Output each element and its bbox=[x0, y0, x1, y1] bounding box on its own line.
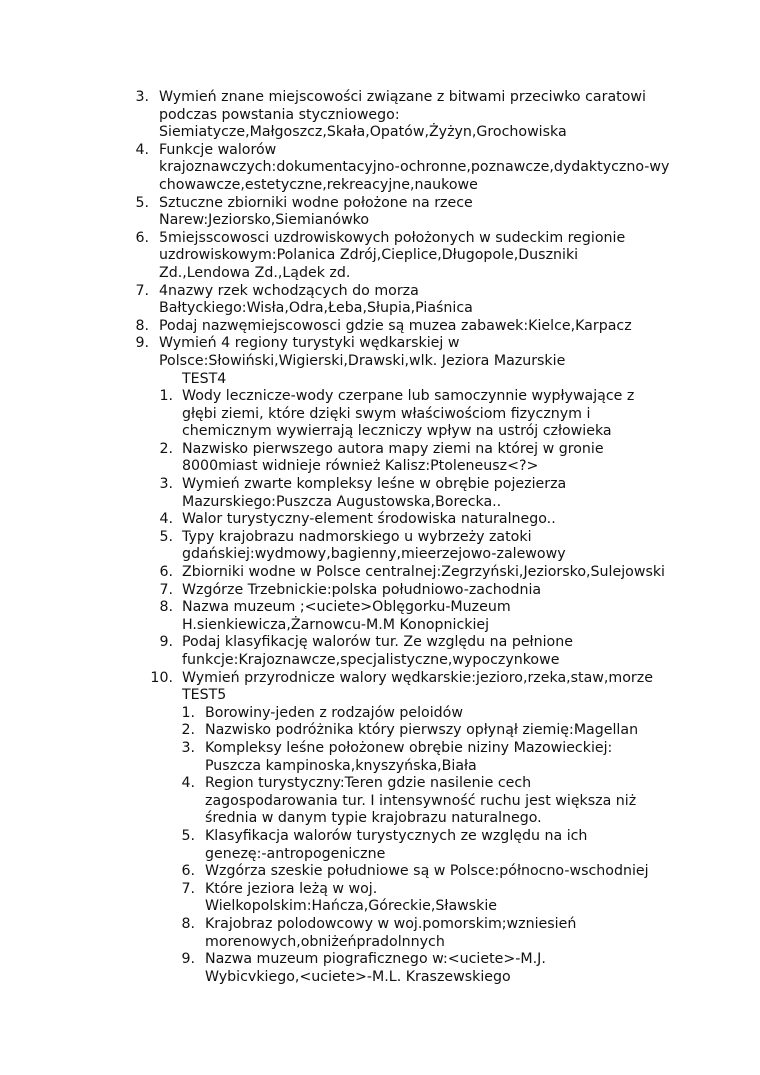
test4-list-item-text-line: chemicznym wywierrają leczniczy wpływ na ustrój człowieka bbox=[182, 423, 612, 440]
document-content bbox=[0, 89, 760, 986]
test4-list-item-text-line: H.sienkiewicza,Żarnowcu-M.M Konopnickiej bbox=[182, 616, 490, 633]
test5-list-item-text-line: zagospodarowania tur. I intensywność ruchu jest większa niż bbox=[205, 792, 637, 809]
test4-block bbox=[0, 371, 760, 987]
test4-list-item-text-line: Wymień zwarte kompleksy leśne w obrębie pojezierza bbox=[182, 476, 567, 493]
main-list-item-text-line: chowawcze,estetyczne,rekreacyjne,naukowe bbox=[159, 176, 478, 193]
test4-list-item-number: 1. bbox=[159, 388, 173, 405]
main-list-item-text-line: Narew:Jeziorsko,Siemianówko bbox=[159, 212, 370, 229]
test5-list-item-number: 8. bbox=[181, 915, 195, 932]
main-list-item bbox=[0, 195, 760, 230]
main-list-item bbox=[0, 230, 760, 283]
test4-list-item-text-line: głębi ziemi, które dzięki swym właściwościom fizycznym i bbox=[182, 405, 591, 422]
main-list-item-text-line: Zd.,Lendowa Zd.,Lądek zd. bbox=[159, 264, 351, 281]
test5-list-item bbox=[0, 881, 760, 916]
main-list-item bbox=[0, 335, 760, 370]
main-list-item-text-line: Wymień znane miejscowości związane z bitwami przeciwko caratowi bbox=[159, 89, 646, 105]
test4-list-item-number: 8. bbox=[159, 599, 173, 616]
test4-list-item-text-line: Typy krajobrazu nadmorskiego u wybrzeży zatoki bbox=[182, 528, 532, 545]
test5-list-item bbox=[0, 916, 760, 951]
numbered-list-test5 bbox=[0, 705, 760, 987]
main-list-item-text-line: 4nazwy rzek wchodzących do morza bbox=[159, 282, 419, 299]
test5-list-item-number: 5. bbox=[181, 827, 195, 844]
test5-list-item bbox=[0, 740, 760, 775]
test5-list-item-text-line: Puszcza kampinoska,knyszyńska,Biała bbox=[205, 757, 477, 774]
main-list-item-text-line: podczas powstania styczniowego: bbox=[159, 106, 400, 123]
test5-list-item-text-line: Nazwisko podróżnika który pierwszy opłynął ziemię:Magellan bbox=[205, 722, 639, 739]
test5-list-item-number: 6. bbox=[181, 863, 195, 880]
test5-list-item bbox=[0, 775, 760, 828]
test4-list-item-number: 2. bbox=[159, 440, 173, 457]
test5-list-item-text-line: Klasyfikacja walorów turystycznych ze względu na ich bbox=[205, 827, 588, 844]
test4-list-item bbox=[0, 511, 760, 529]
test4-list-item-number: 7. bbox=[159, 581, 173, 598]
test4-list-item-text-line: funkcje:Krajoznawcze,specjalistyczne,wypoczynkowe bbox=[182, 652, 560, 668]
test4-list-item-number: 3. bbox=[159, 476, 173, 493]
main-list-item-text-line: uzdrowiskowym:Polanica Zdrój,Cieplice,Długopole,Duszniki bbox=[159, 247, 579, 264]
main-list-item-text-line: Bałtyckiego:Wisła,Odra,Łeba,Słupia,Piaśnica bbox=[159, 300, 473, 317]
test4-list-item-text-line: Mazurskiego:Puszcza Augustowska,Borecka.. bbox=[182, 493, 502, 510]
test4-list-item bbox=[0, 670, 760, 688]
test4-list-item-text-line: Walor turystyczny-element środowiska naturalnego.. bbox=[182, 511, 556, 528]
main-list-item-text-line: Polsce:Słowiński,Wigierski,Drawski,wlk. Jeziora Mazurskie bbox=[159, 352, 566, 369]
main-list-item-number: 9. bbox=[135, 335, 149, 352]
test4-list-item-text-line: gdańskiej:wydmowy,bagienny,mieerzejowo-zalewowy bbox=[182, 546, 566, 563]
test5-list-item-text-line: średnia w danym typie krajobrazu naturalnego. bbox=[205, 810, 542, 827]
main-list-item bbox=[0, 142, 760, 195]
test5-list-item-number: 7. bbox=[181, 880, 195, 897]
test5-list-item-number: 1. bbox=[181, 704, 195, 721]
numbered-list-test4 bbox=[0, 388, 760, 687]
test4-list-item bbox=[0, 634, 760, 669]
test4-list-item bbox=[0, 529, 760, 564]
main-list-item-text-line: 5miejsscowosci uzdrowiskowych położonych w sudeckim regionie bbox=[159, 229, 626, 246]
test4-list-item-text-line: Nazwa muzeum ;<uciete>Oblęgorku-Muzeum bbox=[182, 599, 511, 616]
test4-list-item bbox=[0, 388, 760, 441]
test5-list-item-text-line: Region turystyczny:Teren gdzie nasilenie cech bbox=[205, 775, 532, 792]
test4-list-item bbox=[0, 441, 760, 476]
main-list-item bbox=[0, 283, 760, 318]
main-list-item-text-line: krajoznawczych:dokumentacyjno-ochronne,poznawcze,dydaktyczno-wy bbox=[159, 159, 670, 176]
test4-list-item bbox=[0, 564, 760, 582]
main-list-item bbox=[0, 89, 760, 142]
numbered-list-main bbox=[0, 89, 760, 371]
test4-list-item-number: 9. bbox=[159, 634, 173, 651]
main-list-item-text-line: Siemiatycze,Małgoszcz,Skała,Opatów,Żyżyn,Grochowiska bbox=[159, 124, 567, 141]
test4-list-item-number: 6. bbox=[159, 564, 173, 581]
main-list-item bbox=[0, 318, 760, 336]
test4-list-item-text-line: 8000miast widnieje również Kalisz:Ptoleneusz<?> bbox=[182, 458, 539, 475]
test5-list-item bbox=[0, 722, 760, 740]
test4-list-item-text-line: Wzgórze Trzebnickie:polska południowo-zachodnia bbox=[182, 581, 542, 598]
test4-list-item-number: 5. bbox=[159, 528, 173, 545]
test4-list-item-text-line: Nazwisko pierwszego autora mapy ziemi na której w gronie bbox=[182, 440, 604, 457]
test5-block bbox=[0, 687, 760, 986]
test4-list-item-number: 10. bbox=[150, 669, 173, 686]
test4-heading: TEST4 bbox=[182, 370, 227, 387]
main-list-item-number: 4. bbox=[135, 141, 149, 158]
main-list-item-text-line: Podaj nazwęmiejscowosci gdzie są muzea zabawek:Kielce,Karpacz bbox=[159, 317, 632, 334]
test5-list-item bbox=[0, 863, 760, 881]
test5-list-item-text-line: Wzgórza szeskie południowe są w Polsce:północno-wschodniej bbox=[205, 863, 649, 880]
test5-list-item-number: 3. bbox=[181, 739, 195, 756]
test5-list-item bbox=[0, 951, 760, 986]
test5-list-item-text-line: genezę:-antropogeniczne bbox=[205, 845, 386, 862]
test5-list-item-number: 4. bbox=[181, 775, 195, 792]
test4-list-item bbox=[0, 476, 760, 511]
test5-list-item-text-line: morenowych,obniżeńpradolnnych bbox=[205, 933, 445, 950]
main-list-item-number: 6. bbox=[135, 229, 149, 246]
test5-list-item-number: 2. bbox=[181, 722, 195, 739]
test4-list-item bbox=[0, 599, 760, 634]
test5-list-item bbox=[0, 828, 760, 863]
test5-heading: TEST5 bbox=[182, 687, 227, 704]
main-list-item-number: 7. bbox=[135, 282, 149, 299]
test4-list-item-text-line: Wody lecznicze-wody czerpane lub samoczynnie wypływające z bbox=[182, 388, 635, 405]
test5-list-item-text-line: Wybicvkiego,<uciete>-M.L. Kraszewskiego bbox=[205, 968, 511, 985]
test5-list-item-text-line: Kompleksy leśne położonew obrębie niziny Mazowieckiej: bbox=[205, 739, 613, 756]
main-list-item-number: 3. bbox=[135, 89, 149, 105]
test4-list-item-text-line: Wymień przyrodnicze walory wędkarskie:jezioro,rzeka,staw,morze bbox=[182, 669, 653, 686]
main-list-item-number: 5. bbox=[135, 194, 149, 211]
test4-list-item-text-line: Zbiorniki wodne w Polsce centralnej:Zegrzyński,Jeziorsko,Sulejowski bbox=[182, 564, 665, 581]
main-list-item-text-line: Funkcje walorów bbox=[159, 141, 277, 158]
test5-list-item-text-line: Które jeziora leżą w woj. bbox=[205, 880, 378, 897]
test5-list-item-number: 9. bbox=[181, 951, 195, 968]
test5-list-item-text-line: Krajobraz polodowcowy w woj.pomorskim;wzniesień bbox=[205, 915, 577, 932]
test5-list-item-text-line: Wielkopolskim:Hańcza,Góreckie,Sławskie bbox=[205, 898, 498, 915]
test5-list-item-text-line: Borowiny-jeden z rodzajów peloidów bbox=[205, 704, 463, 721]
test5-list-item-text-line: Nazwa muzeum piograficznego w:<uciete>-M.J. bbox=[205, 951, 546, 968]
main-list-item-number: 8. bbox=[135, 317, 149, 334]
main-list-item-text-line: Wymień 4 regiony turystyki wędkarskiej w bbox=[159, 335, 460, 352]
test4-list-item-number: 4. bbox=[159, 511, 173, 528]
main-list-item-text-line: Sztuczne zbiorniki wodne położone na rzece bbox=[159, 194, 473, 211]
test5-list-item bbox=[0, 705, 760, 723]
test4-list-item bbox=[0, 582, 760, 600]
test4-list-item-text-line: Podaj klasyfikację walorów tur. Ze względu na pełnione bbox=[182, 634, 573, 651]
